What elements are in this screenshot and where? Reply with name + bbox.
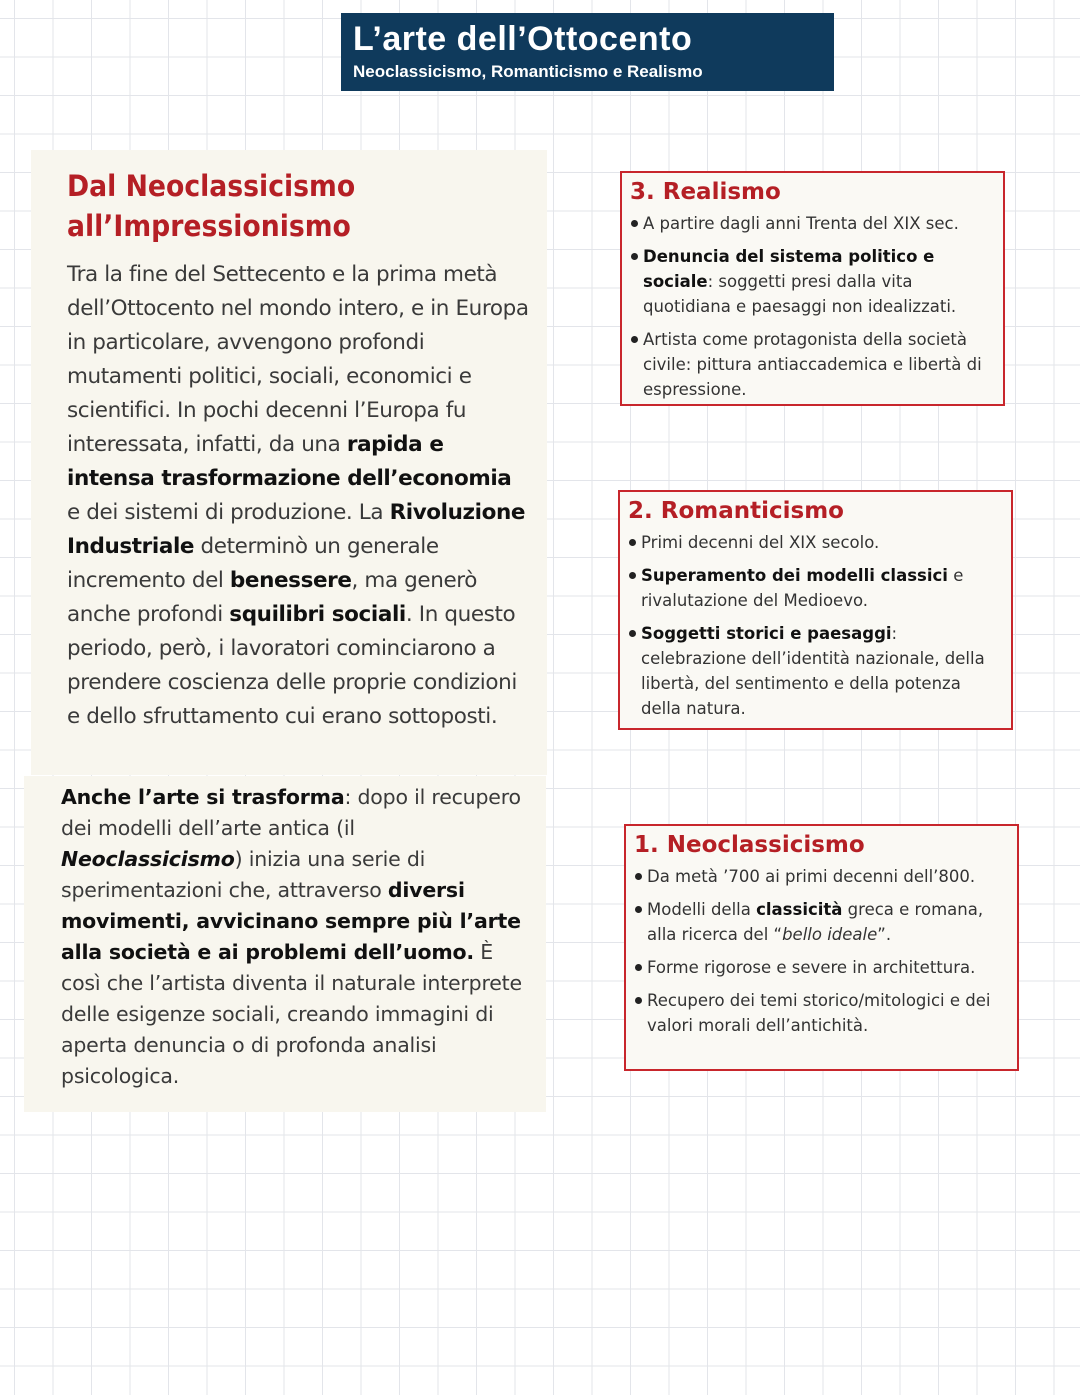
neoclassicismo-list xyxy=(634,864,1009,1038)
neoclassicismo-title: 1. Neoclassicismo xyxy=(634,832,865,858)
neo-item2-italic: bello ideale xyxy=(782,925,878,944)
romanticismo-item2-text: e rivalutazione del Medioevo. xyxy=(641,566,964,610)
intro-bold-1: rapida e intensa trasformazione dell’economia xyxy=(67,432,512,491)
intro-heading-line1: Dal Neoclassicismo xyxy=(67,169,356,203)
romanticismo-item2-bold: Superamento dei modelli classici xyxy=(641,566,948,585)
neo-item1-text: Da metà ’700 ai primi decenni dell’800. xyxy=(647,867,976,886)
realismo-list xyxy=(630,211,995,402)
card-romanticismo xyxy=(618,490,1013,730)
neo-item2-text2: greca e romana, alla ricerca del “ xyxy=(647,900,984,944)
intro-bold-3: benessere xyxy=(229,568,352,593)
intro-text-2: e dei sistemi di produzione. La xyxy=(67,500,390,525)
romanticismo-item3-text: : celebrazione dell’identità nazionale, della libertà, del sentimento e della potenza della natura. xyxy=(641,624,985,718)
list-item xyxy=(628,530,1003,555)
neo-item3-text: Forme rigorose e severe in architettura. xyxy=(647,958,976,977)
realismo-item1-text: A partire dagli anni Trenta del XIX sec. xyxy=(643,214,959,233)
realismo-item3-text: Artista come protagonista della società civile: pittura antiaccademica e libertà di espressione. xyxy=(643,330,982,399)
neo-item2-text3: ”. xyxy=(877,925,892,944)
intro-bold-4: squilibri sociali xyxy=(229,602,406,627)
page-title: L’arte dell’Ottocento xyxy=(353,20,693,58)
list-item xyxy=(634,988,1009,1038)
romanticismo-list xyxy=(628,530,1003,721)
neo-item4-text: Recupero dei temi storico/mitologici e dei valori morali dell’antichità. xyxy=(647,991,991,1035)
art-text-1: : dopo il recupero dei modelli dell’arte antica (il xyxy=(61,785,521,840)
art-panel xyxy=(24,776,546,1112)
romanticismo-item1-text: Primi decenni del XIX secolo. xyxy=(641,533,880,552)
intro-heading-line2: all’Impressionismo xyxy=(67,209,351,243)
art-text-2: ) inizia una serie di sperimentazioni che, attraverso xyxy=(61,847,426,902)
list-item xyxy=(630,211,995,236)
title-banner xyxy=(341,13,834,91)
art-bold-3: diversi movimenti, avvicinano sempre più l’arte alla società e ai problemi dell’uomo. xyxy=(61,878,521,964)
romanticismo-title: 2. Romanticismo xyxy=(628,498,844,524)
card-neoclassicismo xyxy=(624,824,1019,1071)
list-item xyxy=(634,955,1009,980)
list-item xyxy=(630,327,995,402)
art-text-3: È così che l’artista diventa il naturale interprete delle esigenze sociali, creando immagini di aperta denuncia o di profonda analisi psicologica. xyxy=(61,940,522,1088)
card-realismo xyxy=(620,171,1005,406)
neo-item2-text1: Modelli della xyxy=(647,900,757,919)
realismo-item2-bold: Denuncia del sistema politico e sociale xyxy=(643,247,935,291)
romanticismo-item3-bold: Soggetti storici e paesaggi xyxy=(641,624,892,643)
intro-paragraph xyxy=(67,258,529,734)
neo-item2-bold: classicità xyxy=(756,900,843,919)
art-bold-1: Anche l’arte si trasforma xyxy=(61,785,345,809)
intro-bold-2: Rivoluzione Industriale xyxy=(67,500,526,559)
intro-text-4: , ma generò anche profondi xyxy=(67,568,478,627)
intro-panel xyxy=(31,150,547,775)
intro-text-3: determinò un generale incremento del xyxy=(67,534,439,593)
intro-heading xyxy=(67,166,492,246)
list-item xyxy=(628,563,1003,613)
list-item xyxy=(628,621,1003,721)
realismo-item2-text: : soggetti presi dalla vita quotidiana e paesaggi non idealizzati. xyxy=(643,272,957,316)
realismo-title: 3. Realismo xyxy=(630,179,781,205)
page-subtitle: Neoclassicismo, Romanticismo e Realismo xyxy=(353,62,703,81)
list-item xyxy=(634,864,1009,889)
intro-text-1: Tra la fine del Settecento e la prima metà dell’Ottocento nel mondo intero, e in Europa in particolare, avvengono profondi mutamenti politici, sociali, economici e scientifici. In pochi decenni l’Europa fu interessata, infatti, da una xyxy=(67,262,529,457)
list-item xyxy=(630,244,995,319)
art-paragraph xyxy=(61,782,526,1092)
art-bold-italic-2: Neoclassicismo xyxy=(61,847,235,871)
list-item xyxy=(634,897,1009,947)
intro-text-5: . In questo periodo, però, i lavoratori cominciarono a prendere coscienza delle proprie condizioni e dello sfruttamento cui erano sottoposti. xyxy=(67,602,517,729)
